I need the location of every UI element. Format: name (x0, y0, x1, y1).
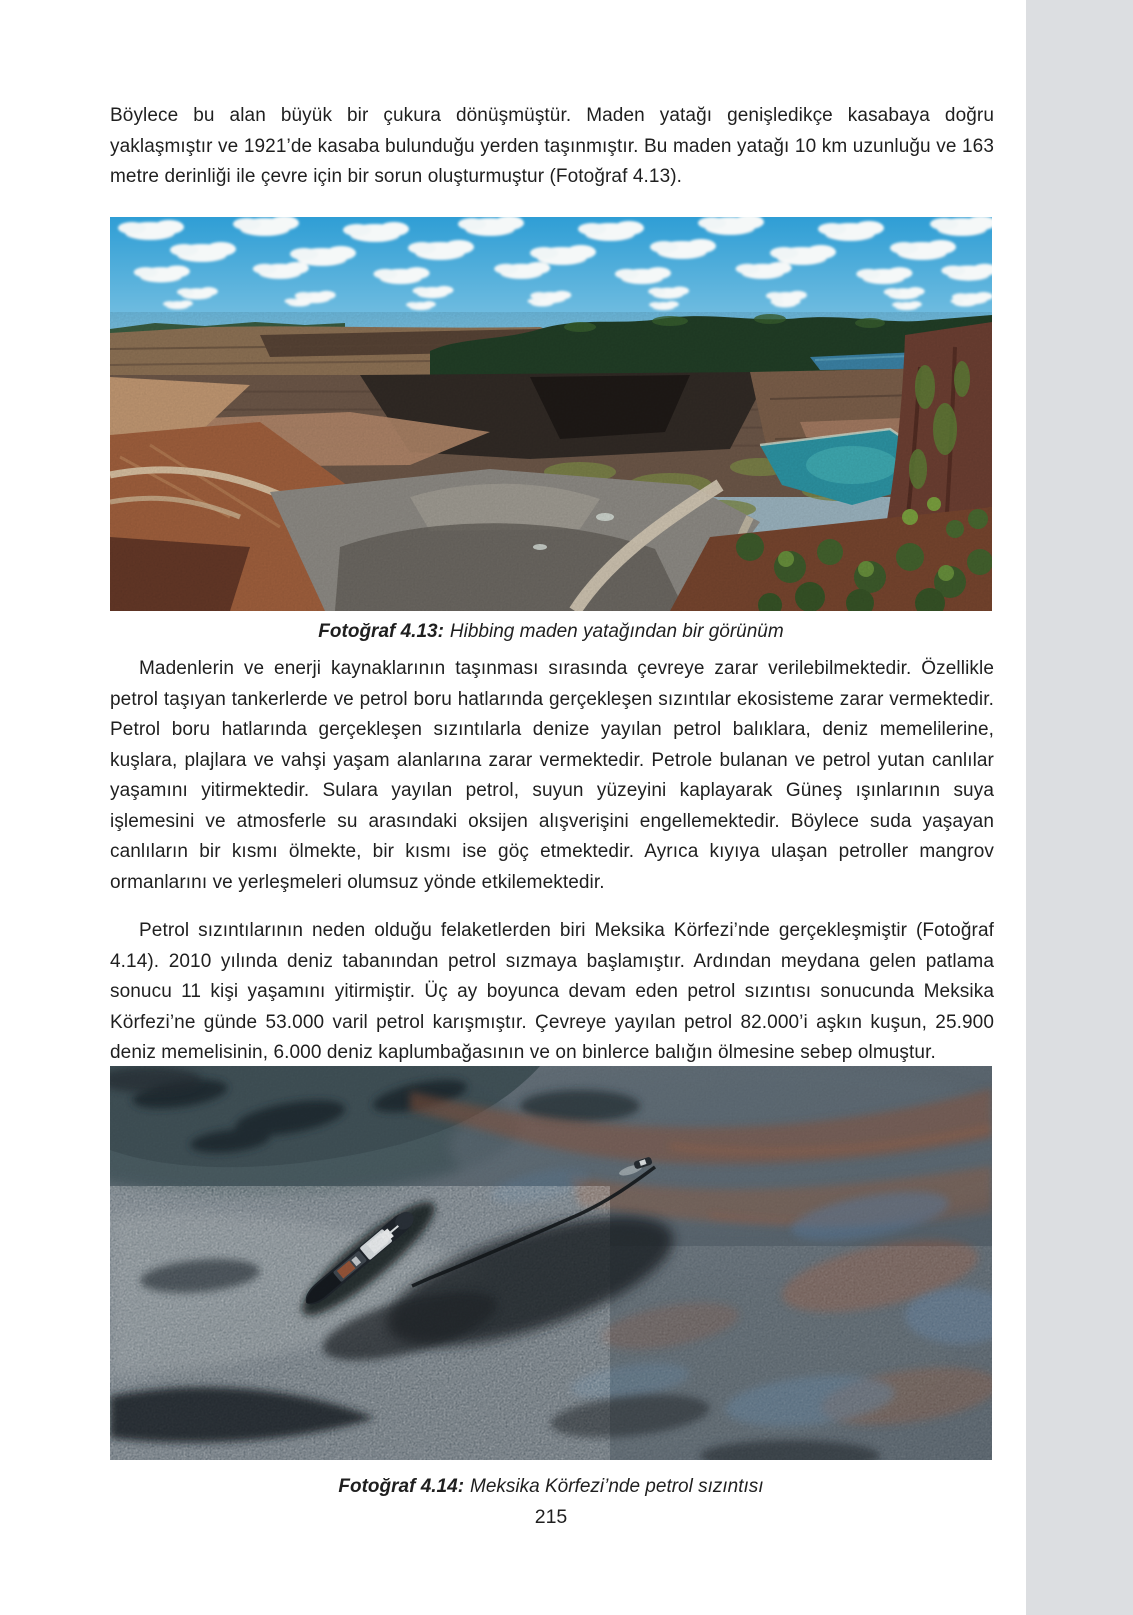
paragraph-2: Madenlerin ve enerji kaynaklarının taşınması sırasında çevreye zarar verilebilmektedir. Özellikle petrol taşıyan tankerlerde ve petrol boru hatlarında gerçekleşen sızıntılar ekosisteme zarar vermektedir. Petrol boru hatlarında gerçekleşen sızıntılarla denize yayılan petrol balıklara, deniz memelilerine, kuşlara, plajlara ve vahşi yaşam alanlarına zarar vermektedir. Petrole bulanan ve petrol yutan canlılar yaşamını yitirmektedir. Sulara yayılan petrol, suyun yüzeyini kaplayarak Güneş ışınlarının suya işlemesini ve atmosferle su arasındaki oksijen alışverişini engellemektedir. Böylece suda yaşayan canlıların bir kısmı ölmekte, bir kısmı ise göç etmektedir. Ayrıca kıyıya ulaşan petroller mangrov ormanlarını ve yerleşmeleri olumsuz yönde etkilemektedir. (110, 658, 994, 893)
figure-4-13-photo (110, 217, 992, 611)
paragraph-3: Petrol sızıntılarının neden olduğu felaketlerden biri Meksika Körfezi’nde gerçekleşmiştir (Fotoğraf 4.14). 2010 yılında deniz tabanından petrol sızmaya başlamıştır. Ardından meydana gelen patlama sonucu 11 kişi yaşamını yitirmiştir. Üç ay boyunca devam eden petrol sızıntısı sonucunda Meksika Körfezi’ne günde 53.000 varil petrol karışmıştır. Çevreye yayılan petrol 82.000’i aşkın kuşun, 25.900 deniz memelisinin, 6.000 deniz kaplumbağasının ve on binlerce balığın ölmesine sebep olmuştur. (110, 920, 994, 1063)
caption-text: Hibbing maden yatağından bir görünüm (449, 621, 784, 642)
page-number: 215 (534, 1506, 568, 1528)
paragraph-1: Böylece bu alan büyük bir çukura dönüşmüştür. Maden yatağı genişledikçe kasabaya doğru yaklaşmıştır ve 1921’de kasaba bulunduğu yerden taşınmıştır. Bu maden yatağı 10 km uzunluğu ve 163 metre derinliği ile çevre için bir sorun oluşturmuştur (Fotoğraf 4.13). (110, 105, 994, 187)
figure-4-14-photo (110, 1066, 992, 1460)
oil-spill-photo-illustration (110, 1066, 992, 1460)
figure-4-14-caption (110, 1474, 992, 1500)
page-margin-bar (1026, 0, 1133, 1615)
caption-label: Fotoğraf 4.14: (338, 1476, 465, 1497)
caption-label: Fotoğraf 4.13: (318, 621, 444, 642)
figure-4-13-caption (110, 619, 992, 645)
mine-photo-illustration (110, 217, 992, 611)
caption-text: Meksika Körfezi’nde petrol sızıntısı (470, 1476, 764, 1497)
